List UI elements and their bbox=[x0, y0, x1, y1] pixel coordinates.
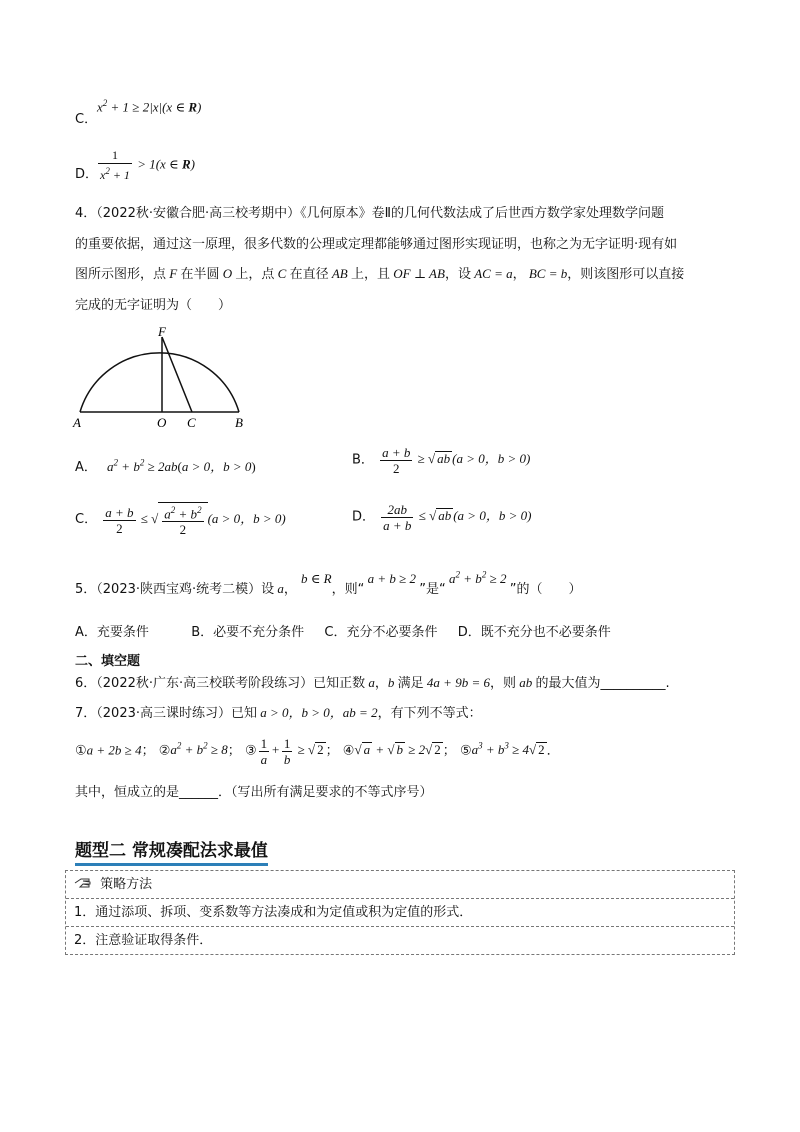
option-label: C． bbox=[75, 112, 98, 127]
q7-inequalities: ①a + 2b ≥ 4； $②a^2 + b^2 \ge 8$； ③ $\frac{1}{a}$ + $\frac{1}{b}$ ≥ √ 2 ； ④√ a + √ b ≥ 2√ 2 ； $⑤a^3 + b^3 \ge 4√$ 2 ． bbox=[75, 736, 560, 767]
q4-option-c: C． $\frac{a + b}{2}$ ≤ √ $\frac{a^2 + b^2}{2}$ (a > 0，b > 0) bbox=[75, 502, 286, 537]
q7-conclusion: 其中，恒成立的是______．（写出所有满足要求的不等式序号） bbox=[75, 785, 433, 800]
label-a: A bbox=[73, 415, 81, 430]
q4-line1: 4．（2022秋·安徽合肥·高三校考期中）《几何原本》卷Ⅱ的几何代数法成了后世西方数学家处理数学问题 bbox=[75, 206, 665, 221]
semicircle-figure bbox=[70, 322, 260, 434]
q5-options bbox=[75, 621, 611, 640]
segment-fc bbox=[162, 337, 192, 412]
strategy-box-header bbox=[66, 871, 734, 899]
strategy-item-1: 1．通过添项、拆项、变系数等方法凑成和为定值或积为定值的形式． bbox=[66, 899, 734, 927]
q3-option-d bbox=[75, 163, 98, 182]
q5-option-b: B．必要不充分条件 bbox=[191, 625, 305, 640]
q4-option-b: B． $\frac{a + b}{2}$ ≥ √ ab (a > 0，b > 0) bbox=[352, 445, 531, 476]
label-o: O bbox=[157, 415, 167, 430]
q5-option-d: D．既不充分也不必要条件 bbox=[457, 625, 611, 640]
strategy-box-title: 策略方法 bbox=[100, 877, 153, 892]
q3-option-c-formula: $x^2 + 1 \ge 2|x|(x$ ∈ R) bbox=[97, 98, 202, 115]
q5-option-a: A．充要条件 bbox=[75, 625, 149, 640]
q7-stem: 7．（2023·高三课时练习）已知 a > 0，b > 0，ab = 2，有下列不等式： bbox=[75, 705, 482, 721]
q4-line2: 的重要依据，通过这一原理，很多代数的公理或定理都能够通过图形实现证明，也称之为无字证明·现有如 bbox=[75, 237, 678, 252]
q3-option-c bbox=[75, 108, 97, 127]
strategy-item-2: 2．注意验证取得条件． bbox=[74, 933, 213, 948]
q5-stem: 5．（2023·陕西宝鸡·统考二模）设 a， b ∈ R，则“ a + b ≥ 2 ”是“ $a^2 + b^2 \ge 2$ ”的（ ） bbox=[75, 569, 582, 597]
q4-line4: 完成的无字证明为（ ） bbox=[75, 298, 232, 313]
q4-option-d: D． $\frac{2ab}{a + b}$ ≤ √ ab (a > 0，b > 0) bbox=[352, 502, 532, 533]
section-title-fill-blank: 二、填空题 bbox=[75, 654, 141, 669]
q6-stem: 6．（2022秋·广东·高三校联考阶段练习）已知正数 a，b 满足 4a + 9b = 6，则 ab 的最大值为__________. bbox=[75, 675, 670, 691]
label-c: C bbox=[187, 415, 196, 430]
topic-title: 题型二 常规凑配法求最值 bbox=[75, 836, 268, 866]
q3-option-d-formula: $\frac{1}{x^2 + 1}$ > 1(x ∈ R) bbox=[100, 148, 195, 182]
q5-option-c: C．充分不必要条件 bbox=[324, 625, 438, 640]
label-b: B bbox=[235, 415, 243, 430]
label-f: F bbox=[158, 324, 166, 339]
q4-option-a: A． $a^2 + b^2 \ge 2ab(a > 0$，b > 0) bbox=[75, 457, 256, 475]
hand-pointer-icon bbox=[74, 871, 92, 898]
semicircle-arc bbox=[80, 353, 239, 412]
option-label: D． bbox=[75, 167, 99, 182]
q4-line3: 图所示图形，点 F 在半圆 O 上，点 C 在直径 AB 上，且 OF ⊥ AB，设 AC = a， BC = b，则该图形可以直接 bbox=[75, 266, 685, 282]
strategy-box bbox=[65, 870, 735, 955]
